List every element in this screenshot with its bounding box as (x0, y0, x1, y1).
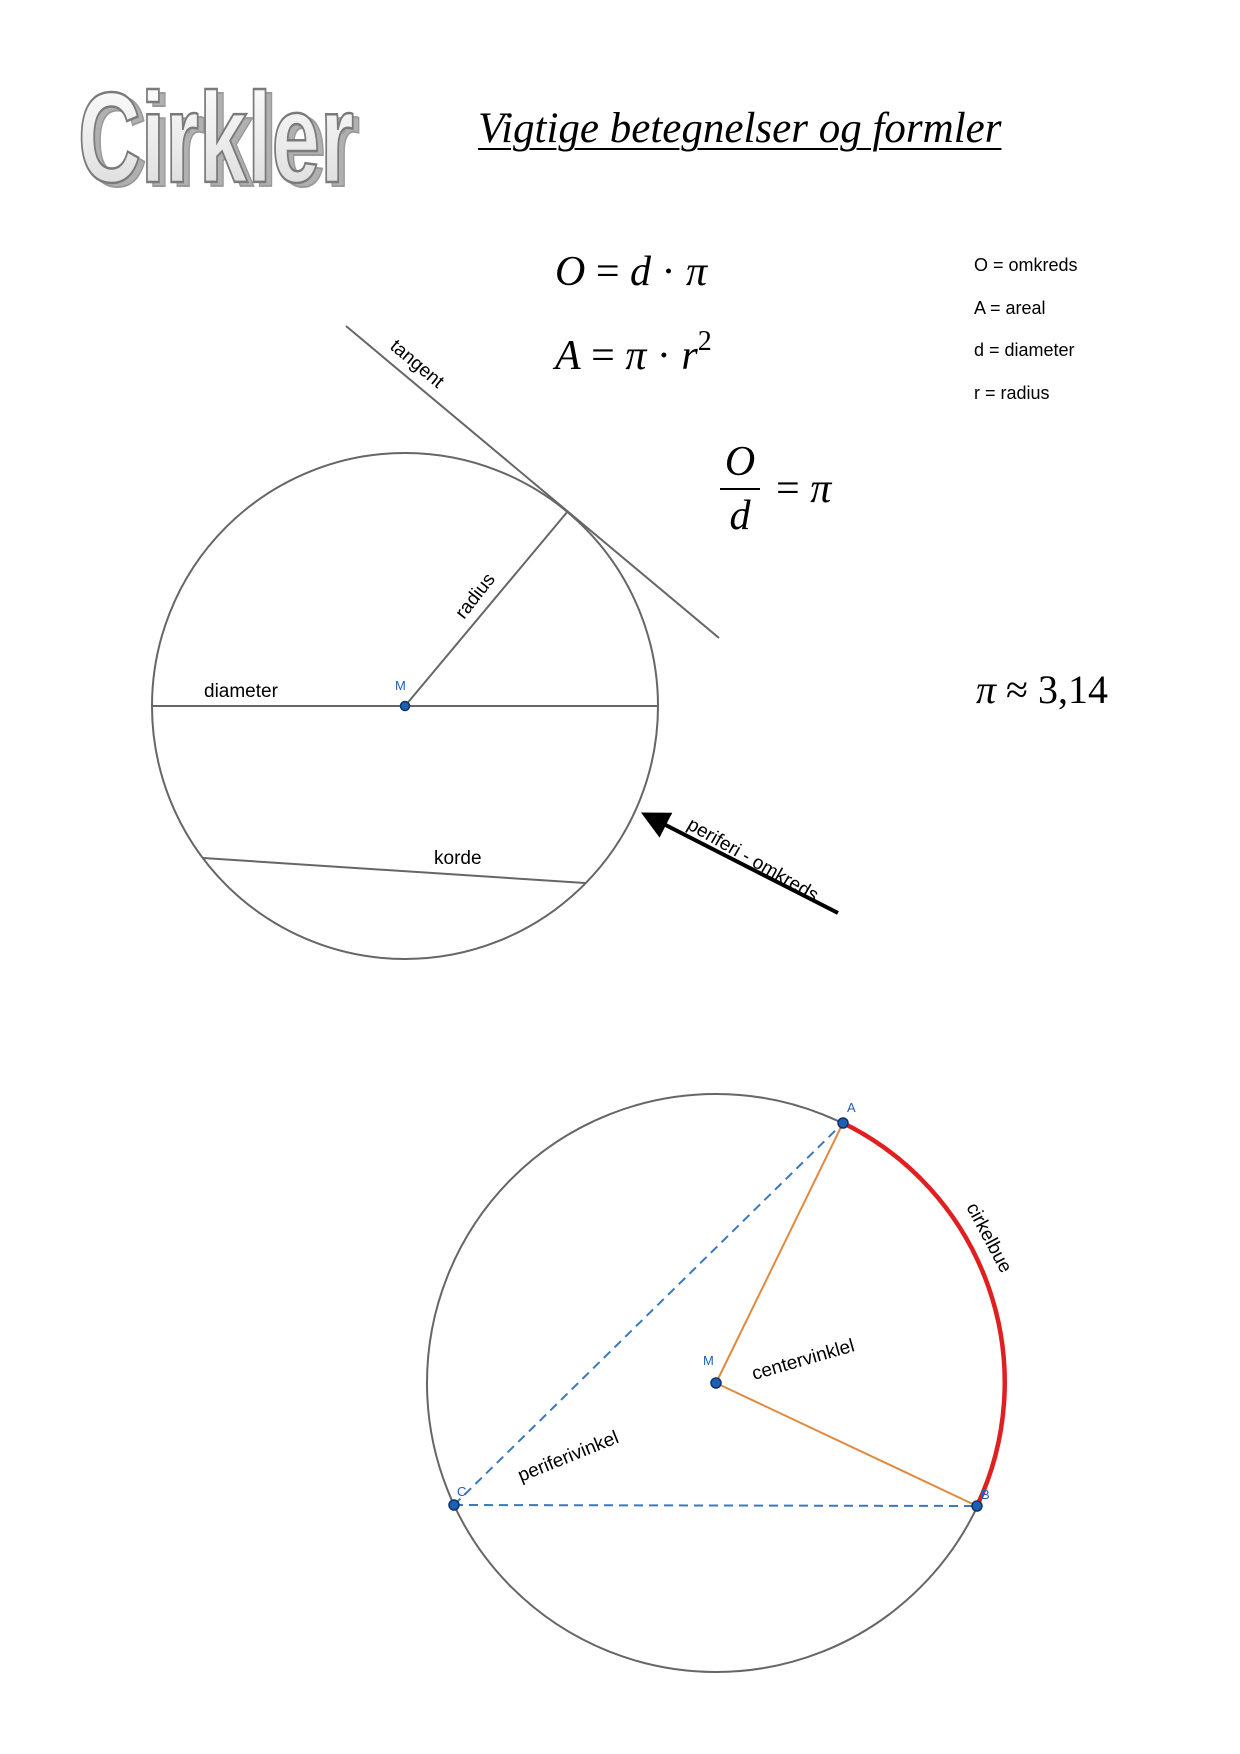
formula-var: π (810, 466, 832, 512)
formula-var: O (555, 249, 586, 295)
tangent-label: tangent (385, 335, 448, 393)
arc-highlight (843, 1123, 1005, 1506)
legend-item: A = areal (974, 297, 1046, 318)
diameter-label: diameter (204, 681, 278, 702)
central-angle-label: centervinklel (749, 1335, 857, 1385)
formula-equals: = (595, 249, 620, 295)
formula-var: d (630, 249, 652, 295)
center-label: M (395, 678, 406, 693)
point-a-label: A (847, 1100, 856, 1115)
page-title-face: Cirkler (78, 67, 354, 194)
bottom-circle-diagram (427, 1094, 1016, 1672)
point-m (711, 1378, 721, 1388)
radius-line (405, 511, 568, 706)
formula-var: π (686, 249, 708, 295)
formula-operator: ≈ (1006, 667, 1028, 712)
formula-equals: = (776, 466, 800, 512)
tangent-line (346, 326, 719, 638)
inscribed-angle-label: periferivinkel (515, 1427, 622, 1487)
page-title: Cirkler (84, 71, 360, 194)
point-a (838, 1118, 848, 1128)
point-b-label: B (981, 1487, 990, 1502)
point-c-label: C (457, 1484, 467, 1499)
point-c (449, 1500, 459, 1510)
formula-var: r (681, 333, 698, 379)
chord-ca (454, 1123, 843, 1505)
point-m-label: M (703, 1353, 714, 1368)
formula-equals: = (591, 333, 615, 379)
formula-value: 3,14 (1038, 667, 1108, 712)
chord-label: korde (434, 848, 482, 869)
arc-label: cirkelbue (961, 1199, 1016, 1277)
formula-var: π (625, 333, 647, 379)
formula-operator: · (656, 333, 671, 379)
radius-label: radius (451, 569, 500, 624)
periphery-label: periferi - omkreds (683, 814, 823, 907)
fraction-numerator: O (724, 439, 756, 485)
formula-var: A (555, 333, 581, 379)
center-point (401, 702, 410, 711)
point-b (972, 1501, 982, 1511)
formula-var: π (976, 667, 997, 712)
legend-item: r = radius (974, 382, 1050, 403)
formula-exponent: 2 (697, 326, 712, 357)
legend-item: O = omkreds (974, 255, 1078, 275)
fraction-denominator: d (729, 493, 751, 539)
top-circle-diagram (152, 326, 838, 959)
formula-operator: · (661, 249, 676, 295)
chord-line (203, 858, 585, 883)
page-subtitle: Vigtige betegnelser og formler (478, 105, 1002, 152)
legend-item: d = diameter (974, 340, 1075, 360)
chord-cb (454, 1505, 977, 1506)
radius-mb (716, 1383, 977, 1506)
